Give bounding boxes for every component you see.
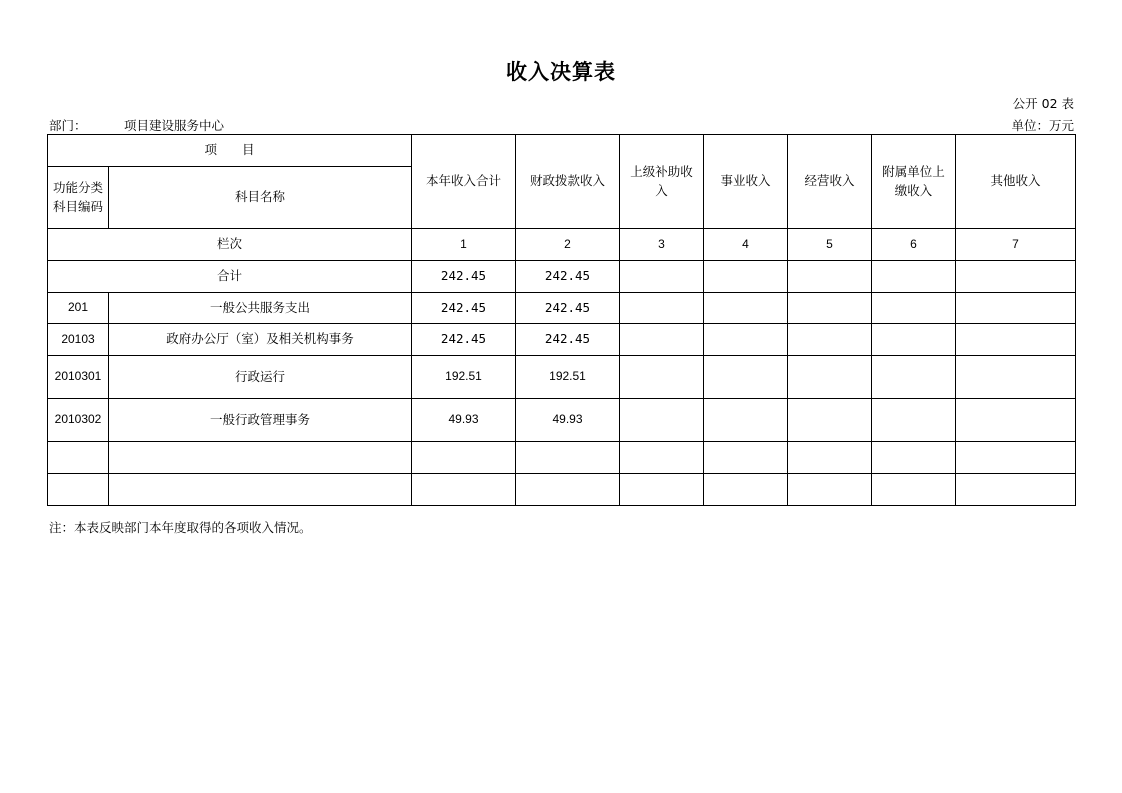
row-value [956, 356, 1076, 399]
empty-cell [620, 442, 704, 474]
row-value [788, 324, 872, 356]
header-col-6: 附属单位上缴收入 [872, 135, 956, 229]
empty-row [48, 442, 1076, 474]
total-value [956, 261, 1076, 293]
empty-cell [704, 474, 788, 506]
col-no: 3 [620, 229, 704, 261]
row-value [620, 356, 704, 399]
col-no-row [48, 229, 1076, 261]
col-no: 4 [704, 229, 788, 261]
col-no: 2 [516, 229, 620, 261]
empty-cell [109, 474, 412, 506]
header-col-3: 上级补助收入 [620, 135, 704, 229]
empty-cell [412, 442, 516, 474]
total-value [872, 261, 956, 293]
header-col-2: 财政拨款收入 [516, 135, 620, 229]
row-value [704, 356, 788, 399]
empty-cell [872, 474, 956, 506]
row-value: 242.45 [412, 324, 516, 356]
col-no: 7 [956, 229, 1076, 261]
empty-cell [620, 474, 704, 506]
row-value [872, 293, 956, 324]
empty-cell [48, 442, 109, 474]
header-code: 功能分类科目编码 [48, 167, 109, 229]
row-code: 2010301 [48, 356, 109, 399]
header-item: 项 目 [48, 135, 412, 167]
total-label: 合计 [48, 261, 412, 293]
empty-cell [109, 442, 412, 474]
row-name: 一般公共服务支出 [109, 293, 412, 324]
row-value: 192.51 [412, 356, 516, 399]
row-value [956, 293, 1076, 324]
empty-cell [788, 474, 872, 506]
dept-value: 项目建设服务中心 [124, 118, 225, 133]
total-value [704, 261, 788, 293]
empty-cell [516, 442, 620, 474]
row-value [704, 324, 788, 356]
row-value [872, 356, 956, 399]
row-value: 242.45 [412, 293, 516, 324]
row-code: 20103 [48, 324, 109, 356]
row-name: 行政运行 [109, 356, 412, 399]
col-no: 6 [872, 229, 956, 261]
table-number: 公开 02 表 [1012, 96, 1074, 111]
empty-cell [48, 474, 109, 506]
income-table [47, 134, 1076, 506]
empty-cell [704, 442, 788, 474]
table-row [48, 399, 1076, 442]
unit-label: 单位：万元 [1011, 118, 1074, 133]
row-code: 201 [48, 293, 109, 324]
row-value [788, 356, 872, 399]
header-col-4: 事业收入 [704, 135, 788, 229]
header-name: 科目名称 [109, 167, 412, 229]
empty-cell [516, 474, 620, 506]
empty-cell [956, 474, 1076, 506]
empty-row [48, 474, 1076, 506]
row-value [620, 399, 704, 442]
row-value: 242.45 [516, 293, 620, 324]
row-value [956, 324, 1076, 356]
table-row [48, 324, 1076, 356]
table-row [48, 356, 1076, 399]
row-value [956, 399, 1076, 442]
row-value: 192.51 [516, 356, 620, 399]
empty-cell [788, 442, 872, 474]
row-value [788, 293, 872, 324]
empty-cell [872, 442, 956, 474]
empty-cell [412, 474, 516, 506]
total-row [48, 261, 1076, 293]
total-value [788, 261, 872, 293]
row-name: 政府办公厅（室）及相关机构事务 [109, 324, 412, 356]
row-name: 一般行政管理事务 [109, 399, 412, 442]
row-value [872, 399, 956, 442]
total-value: 242.45 [412, 261, 516, 293]
empty-cell [956, 442, 1076, 474]
row-value [872, 324, 956, 356]
table-note: 注：本表反映部门本年度取得的各项收入情况。 [49, 520, 312, 535]
row-value: 49.93 [516, 399, 620, 442]
page-title: 收入决算表 [506, 60, 616, 84]
col-no: 5 [788, 229, 872, 261]
row-value [620, 324, 704, 356]
row-value [704, 293, 788, 324]
table-row [48, 293, 1076, 324]
dept-label: 部门： [49, 118, 87, 133]
row-value [620, 293, 704, 324]
row-value: 49.93 [412, 399, 516, 442]
row-value [788, 399, 872, 442]
row-code: 2010302 [48, 399, 109, 442]
row-value: 242.45 [516, 324, 620, 356]
header-col-7: 其他收入 [956, 135, 1076, 229]
total-value [620, 261, 704, 293]
header-col-1: 本年收入合计 [412, 135, 516, 229]
total-value: 242.45 [516, 261, 620, 293]
row-value [704, 399, 788, 442]
header-row-1 [48, 135, 1076, 167]
col-no: 1 [412, 229, 516, 261]
header-col-5: 经营收入 [788, 135, 872, 229]
col-no-label: 栏次 [48, 229, 412, 261]
